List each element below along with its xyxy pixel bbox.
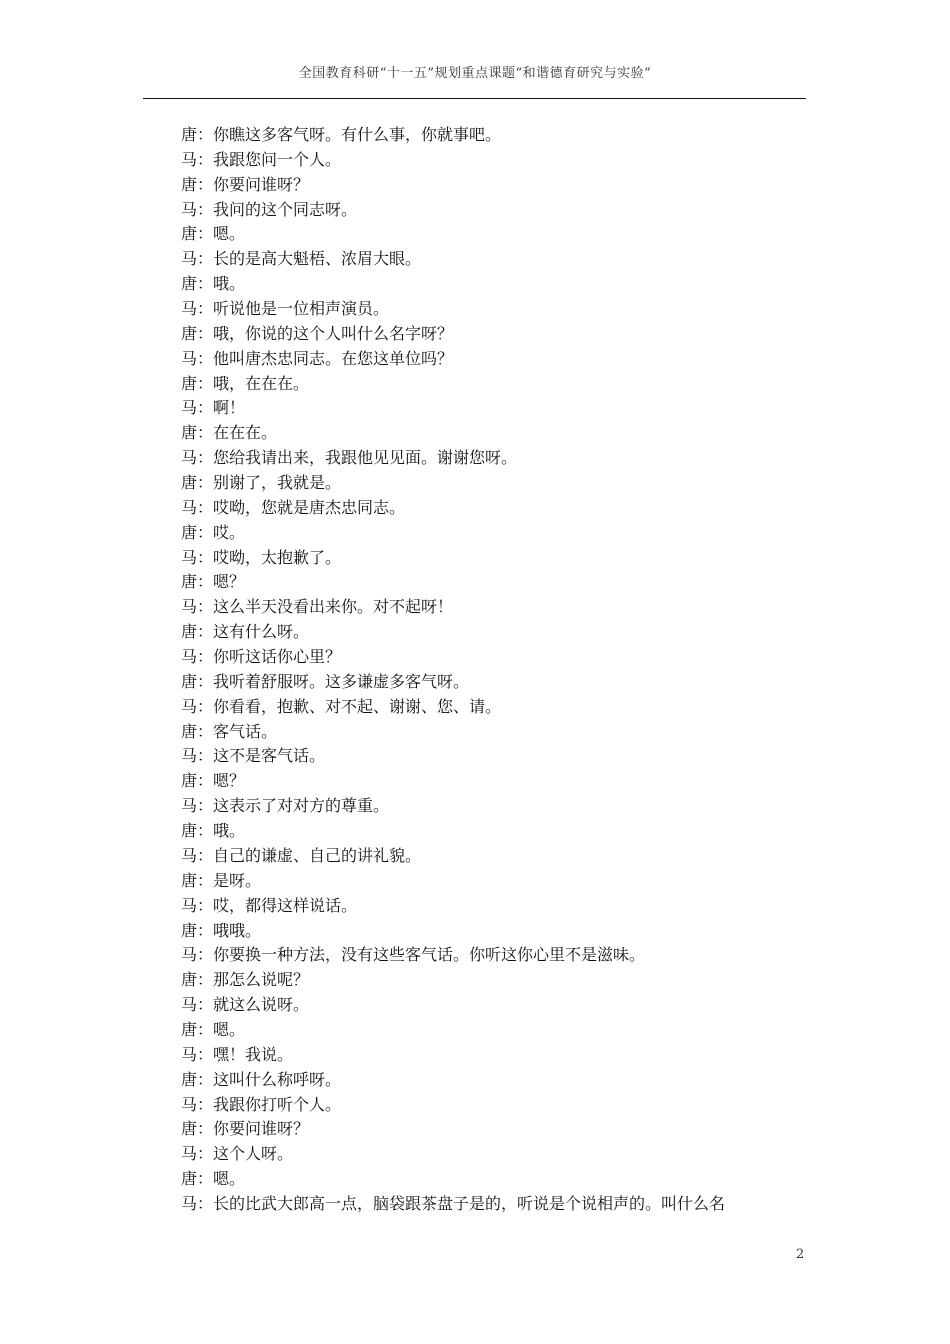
dialogue-body [181,123,811,1217]
dialogue-line: 唐：是呀。 [181,870,262,890]
dialogue-line: 马：听说他是一位相声演员。 [181,299,390,319]
dialogue-line: 唐：哦，在在在。 [181,373,310,393]
dialogue-line: 马：嘿！我说。 [181,1044,294,1064]
dialogue-line: 唐：哦哦。 [181,920,262,940]
dialogue-line: 马：你要换一种方法，没有这些客气话。你听这你心里不是滋味。 [181,945,646,965]
header-divider [143,98,806,99]
dialogue-line: 唐：我听着舒服呀。这多谦虚多客气呀。 [181,671,470,691]
dialogue-line: 唐：那怎么说呢？ [181,970,310,990]
dialogue-line: 唐：这叫什么称呼呀。 [181,1069,342,1089]
dialogue-line: 马：这表示了对对方的尊重。 [181,796,390,816]
dialogue-line: 马：这不是客气话。 [181,746,326,766]
dialogue-line: 唐：嗯。 [181,224,246,244]
page-header: 全国教育科研“十一五”规划重点课题“和谐德育研究与实验” [298,66,652,81]
dialogue-line: 马：他叫唐杰忠同志。在您这单位吗？ [181,348,454,368]
dialogue-line: 马：我跟您问一个人。 [181,149,342,169]
dialogue-line: 唐：你要问谁呀？ [181,174,310,194]
dialogue-line: 马：这么半天没看出来你。对不起呀！ [181,597,454,617]
dialogue-line: 马：哎呦，太抱歉了。 [181,547,342,567]
dialogue-line: 马：啊！ [181,398,246,418]
dialogue-line: 唐：哎。 [181,522,246,542]
dialogue-line: 唐：别谢了，我就是。 [181,473,342,493]
dialogue-line: 唐：客气话。 [181,721,278,741]
dialogue-line: 马：哎呦，您就是唐杰忠同志。 [181,497,406,517]
dialogue-line: 马：我问的这个同志呀。 [181,199,358,219]
dialogue-line: 马：就这么说呀。 [181,995,310,1015]
dialogue-line: 马：你听这话你心里？ [181,647,342,667]
dialogue-line: 马：长的是高大魁梧、浓眉大眼。 [181,249,422,269]
dialogue-line: 唐：你瞧这多客气呀。有什么事，你就事吧。 [181,125,502,144]
dialogue-line: 马：你看看，抱歉、对不起、谢谢、您、请。 [181,696,502,716]
dialogue-line: 唐：嗯。 [181,1019,246,1039]
dialogue-line: 唐：哦。 [181,274,246,294]
dialogue-line: 唐：嗯？ [181,771,246,791]
dialogue-line: 马：长的比武大郎高一点，脑袋跟茶盘子是的，听说是个说相声的。叫什么名 [181,1193,726,1213]
dialogue-line: 马：这个人呀。 [181,1144,294,1164]
dialogue-line: 马：哎，都得这样说话。 [181,895,358,915]
dialogue-line: 唐：在在在。 [181,423,278,443]
dialogue-line: 唐：哦，你说的这个人叫什么名字呀？ [181,323,454,343]
dialogue-line: 唐：嗯。 [181,1169,246,1189]
dialogue-line: 唐：哦。 [181,821,246,841]
dialogue-line: 马：您给我请出来，我跟他见见面。谢谢您呀。 [181,448,518,468]
dialogue-line: 马：自己的谦虚、自己的讲礼貌。 [181,845,422,865]
dialogue-line: 马：我跟你打听个人。 [181,1094,342,1114]
dialogue-line: 唐：你要问谁呀？ [181,1119,310,1139]
dialogue-line: 唐：嗯？ [181,572,246,592]
page-number: 2 [796,1247,805,1262]
dialogue-line: 唐：这有什么呀。 [181,622,310,642]
